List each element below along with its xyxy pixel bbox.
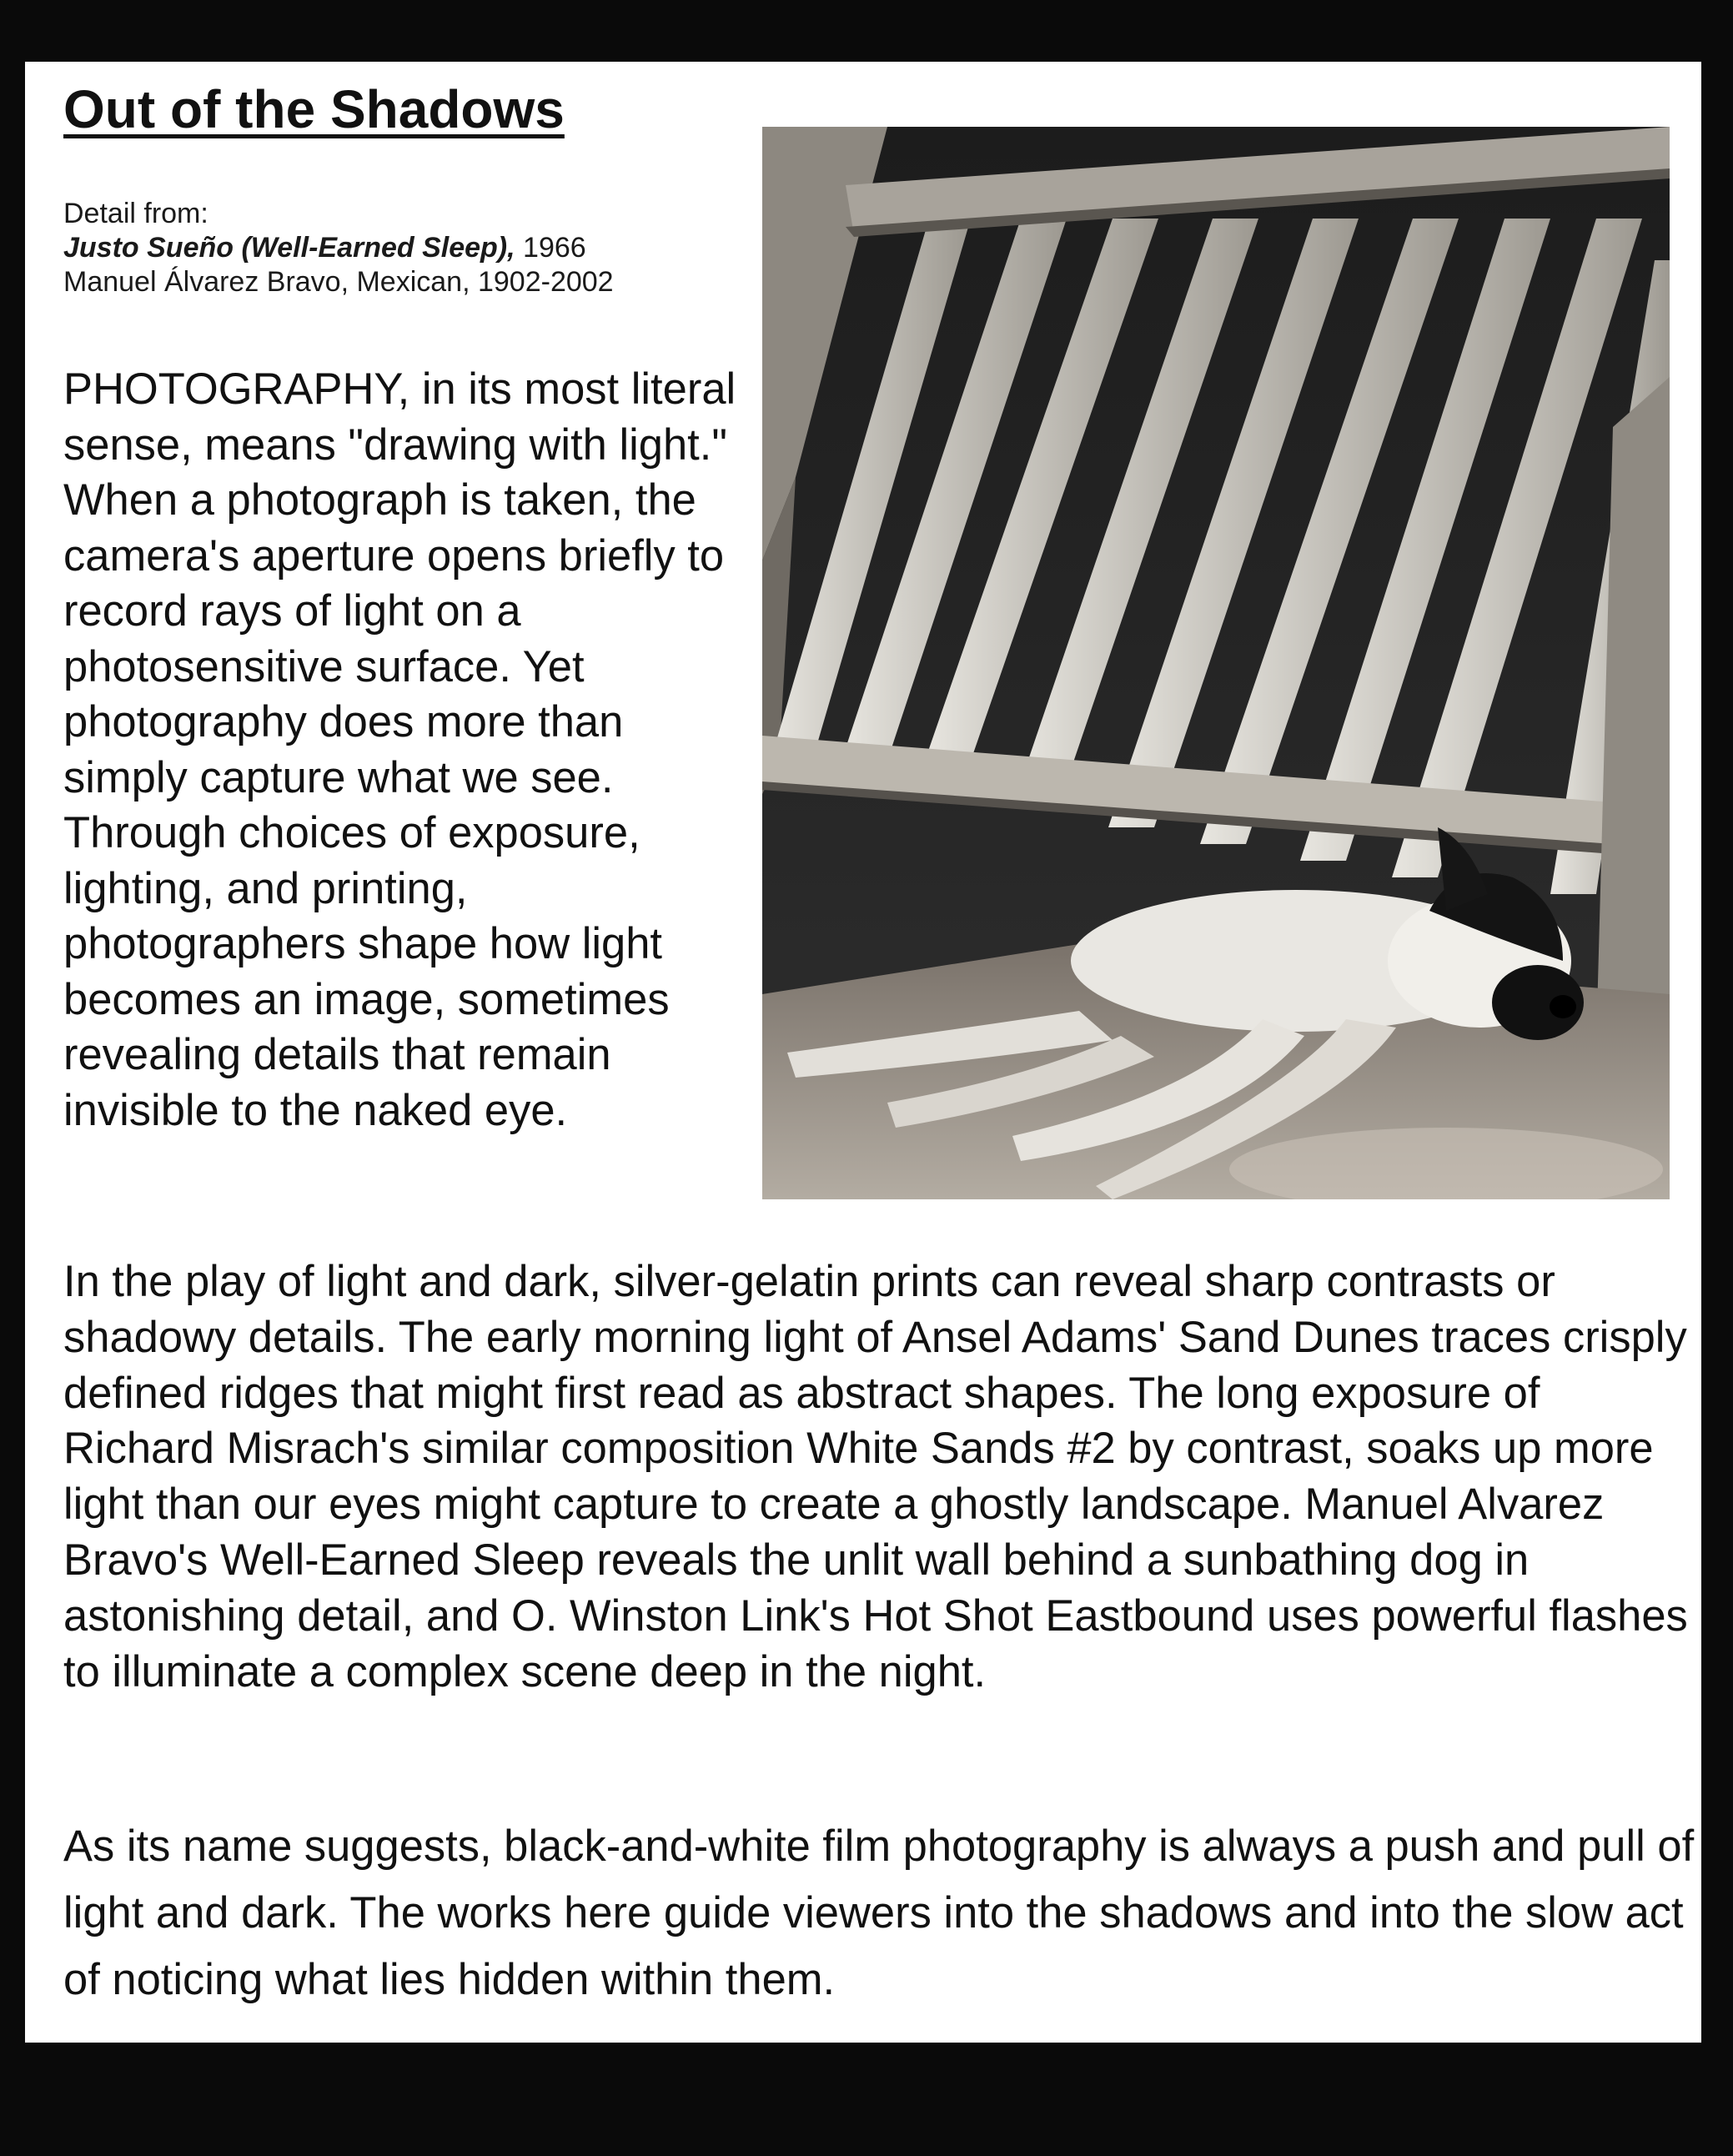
page-title: Out of the Shadows [63, 79, 565, 139]
artwork-title: Justo Sueño (Well-Earned Sleep), [63, 232, 515, 264]
artwork-photo [762, 127, 1670, 1199]
label-panel [25, 62, 1701, 2043]
artwork-credit [63, 197, 614, 299]
sleeping-dog-photo [762, 127, 1670, 1199]
artwork-year: 1966 [523, 232, 586, 264]
body-paragraph-3: As its name suggests, black-and-white film photography is always a push and pull of light and dark. The works here guide viewers into the shadows and into the slow act of noticing what lies hidden within them. [63, 1822, 1695, 2004]
detail-label: Detail from: [63, 198, 208, 229]
body-paragraph-2: In the play of light and dark, silver-gelatin prints can reveal sharp contrasts or shadowy details. The early morning light of Ansel Adams' Sand Dunes traces crisply defined ridges that might first read as abstract shapes. The long exposure of Richard Misrach's similar composition White Sands #2 by contrast, soaks up more light than our eyes might capture to create a ghostly landscape. Manuel Alvarez Bravo's Well-Earned Sleep reveals the unlit wall behind a sunbathing dog in astonishing detail, and O. Winston Link's Hot Shot Eastbound uses powerful flashes to illuminate a complex scene deep in the night. [63, 1257, 1688, 1696]
intro-paragraph: PHOTOGRAPHY, in its most literal sense, means "drawing with light." When a photograph is taken, the camera's aperture opens briefly to record rays of light on a photosensitive surface. Yet photography does more than simply capture what we see. Through choices of exposure, lighting, and printing, photographers shape how light becomes an image, sometimes revealing details that remain invisible to the naked eye. [63, 364, 736, 1135]
artist-line: Manuel Álvarez Bravo, Mexican, 1902-2002 [63, 266, 614, 298]
artwork-title-line [63, 231, 614, 265]
